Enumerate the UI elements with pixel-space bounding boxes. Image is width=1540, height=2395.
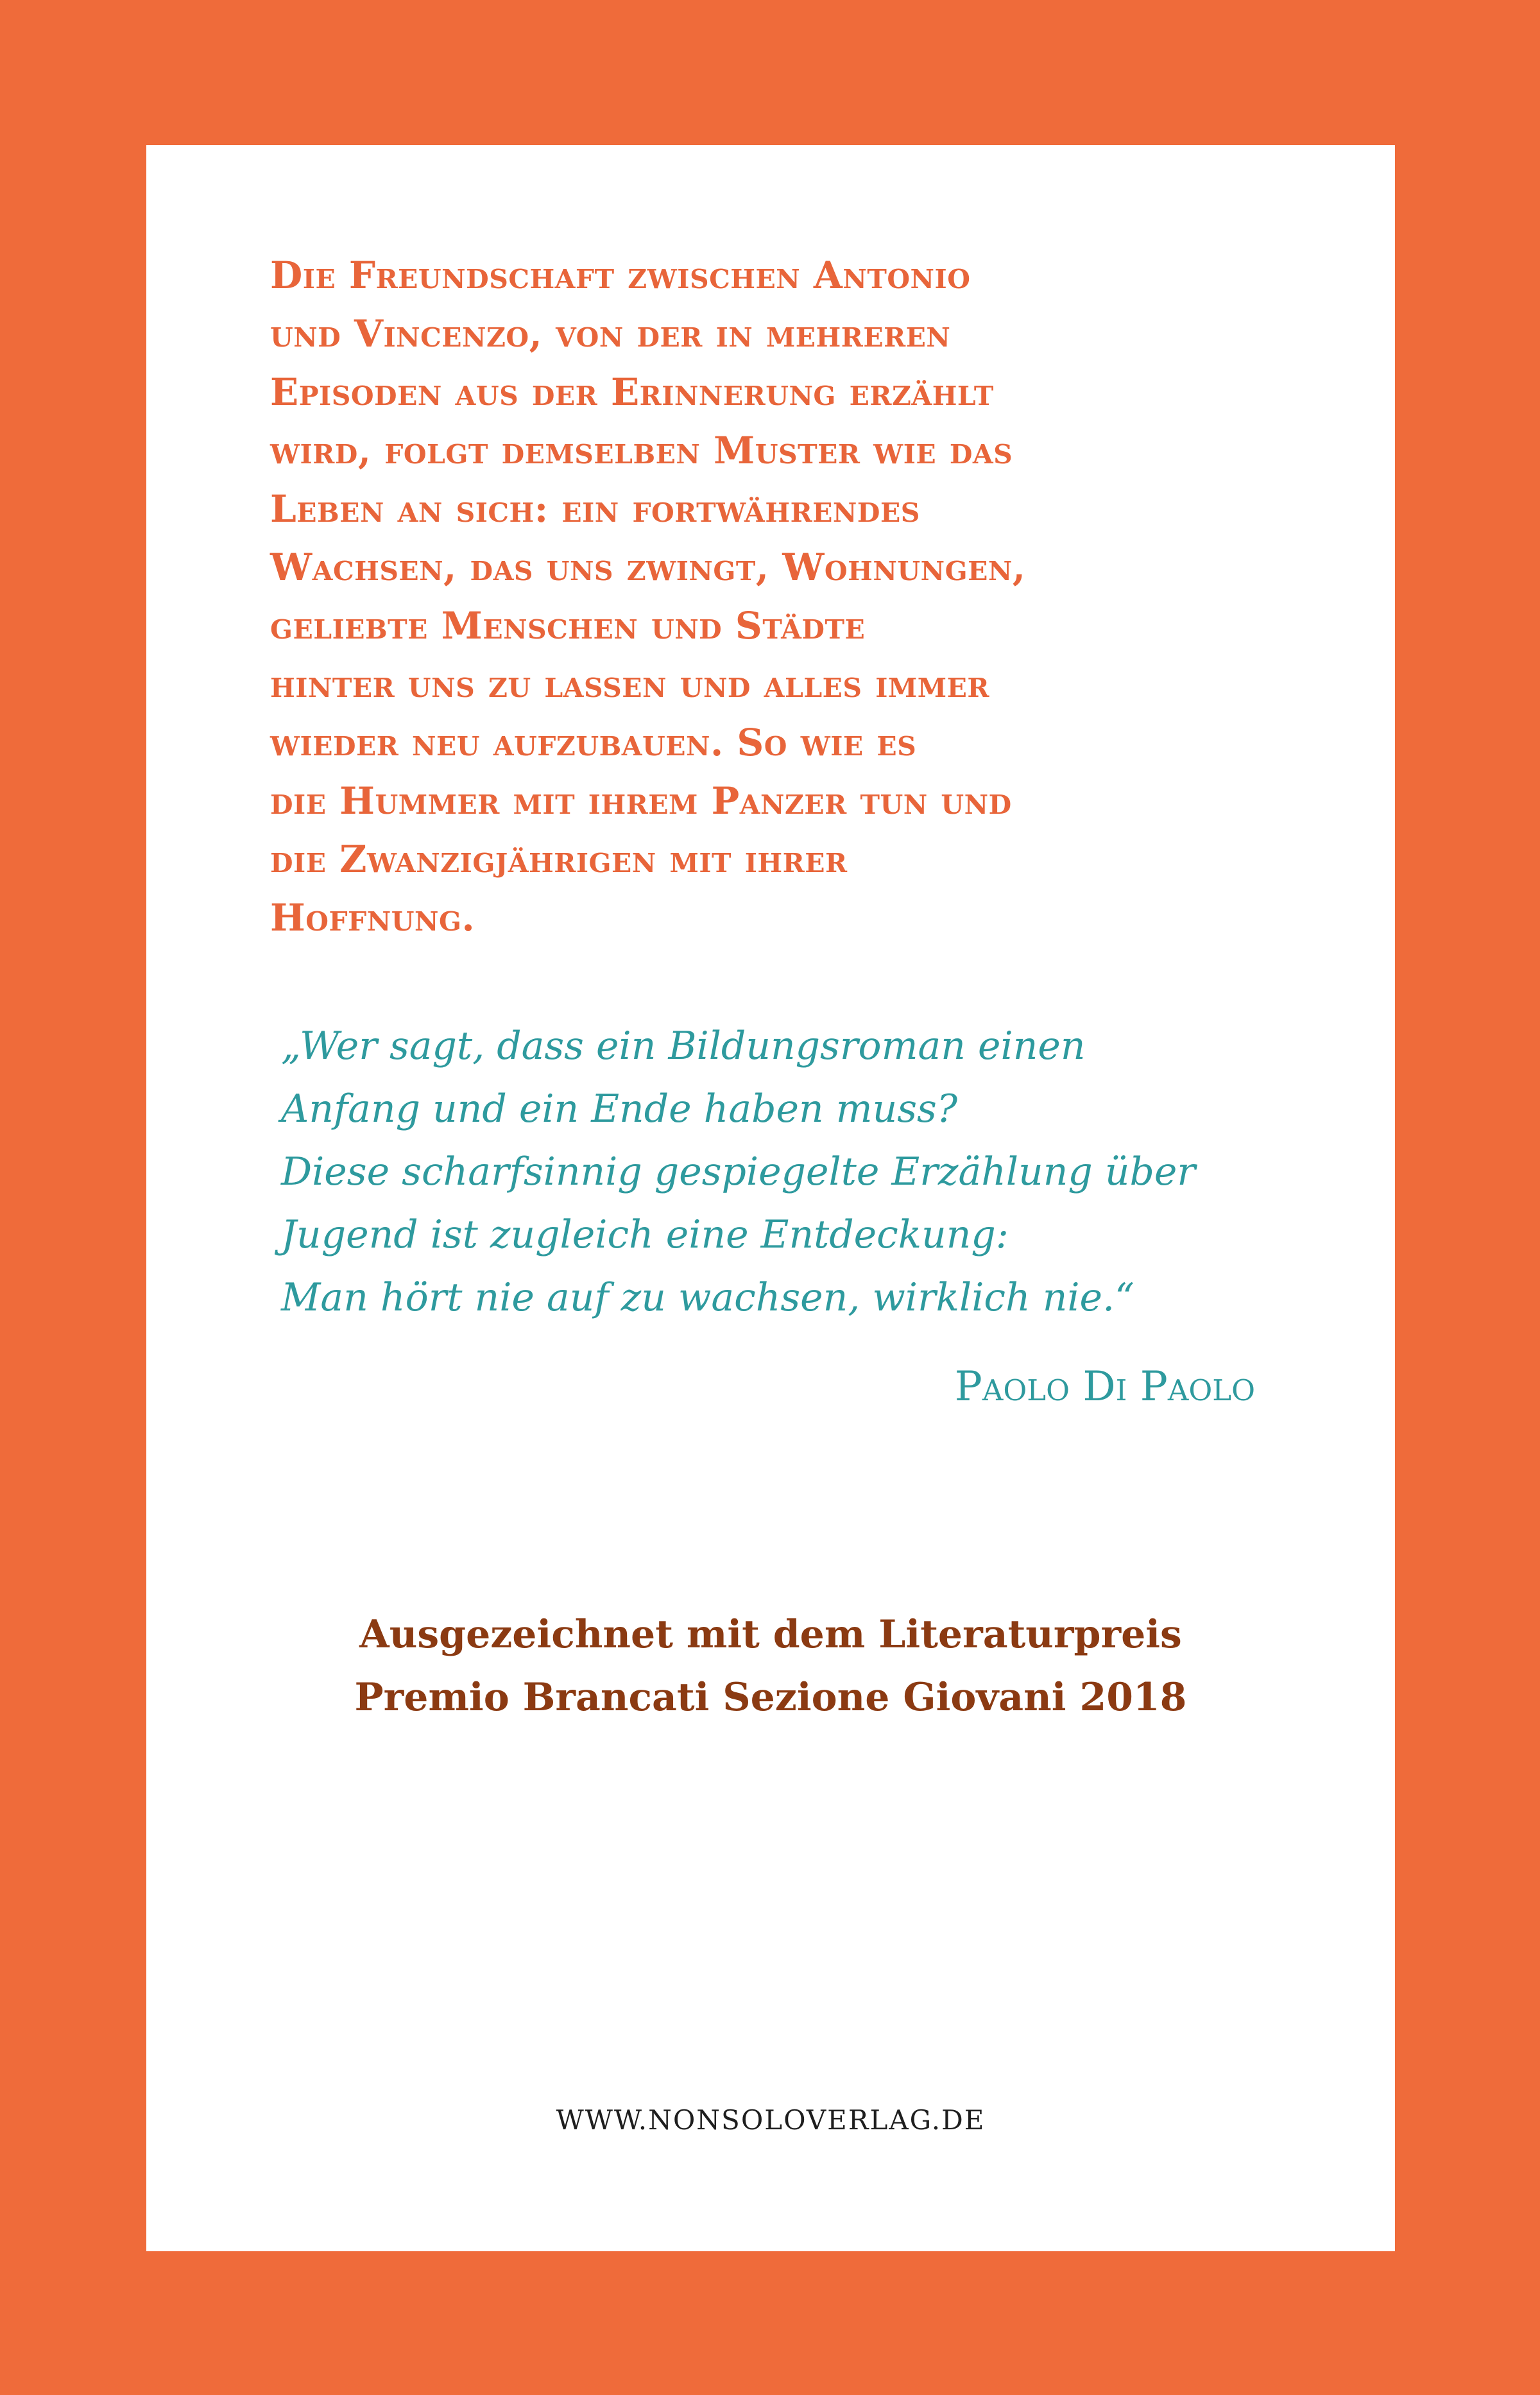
blurb-line: wieder neu aufzubauen. So wie es <box>270 721 917 764</box>
blurb-line: und Vincenzo, von der in mehreren <box>270 312 951 356</box>
award-notice <box>146 1603 1395 1729</box>
blurb-text <box>270 246 1310 947</box>
publisher-website: WWW.NONSOLOVERLAG.DE <box>556 2104 986 2136</box>
quote-line: Anfang und ein Ende haben muss? <box>281 1086 958 1131</box>
blurb-line: Leben an sich: ein fortwährendes <box>270 487 920 531</box>
blurb-line: Hoffnung. <box>270 896 475 940</box>
quote-attribution: Paolo Di Paolo <box>954 1363 1255 1411</box>
quote-line: „Wer sagt, dass ein Bildungsroman einen <box>281 1024 1086 1069</box>
blurb-line: die Hummer mit ihrem Panzer tun und <box>270 779 1012 823</box>
white-content-panel <box>146 145 1395 2251</box>
award-line: Premio Brancati Sezione Giovani 2018 <box>354 1675 1187 1720</box>
blurb-line: die Zwanzigjährigen mit ihrer <box>270 837 848 881</box>
quote-line: Jugend ist zugleich eine Entdeckung: <box>281 1212 1009 1257</box>
blurb-line: Episoden aus der Erinnerung erzählt <box>270 370 994 414</box>
review-quote <box>281 1015 1308 1329</box>
blurb-line: Wachsen, das uns zwingt, Wohnungen, <box>270 545 1026 589</box>
quote-line: Diese scharfsinnig gespiegelte Erzählung über <box>281 1149 1196 1194</box>
award-line: Ausgezeichnet mit dem Literaturpreis <box>359 1612 1182 1657</box>
quote-line: Man hört nie auf zu wachsen, wirklich nie.“ <box>281 1275 1134 1320</box>
blurb-line: Die Freundschaft zwischen Antonio <box>270 253 971 297</box>
blurb-line: wird, folgt demselben Muster wie das <box>270 429 1013 472</box>
blurb-line: hinter uns zu lassen und alles immer <box>270 662 989 706</box>
blurb-line: geliebte Menschen und Städte <box>270 604 866 648</box>
